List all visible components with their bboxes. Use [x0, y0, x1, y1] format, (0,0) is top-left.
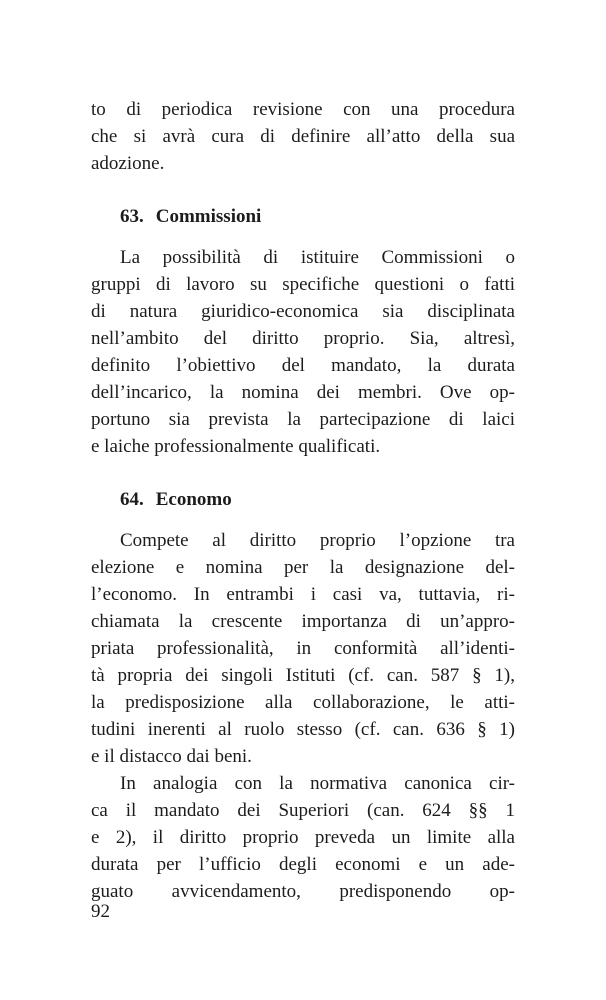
text-line: chiamata la crescente importanza di un’appro-: [91, 611, 515, 632]
section-heading-63: [91, 203, 515, 230]
paragraph-section-64-first: [91, 527, 515, 770]
text-line: che si avrà cura di definire all’atto della sua: [91, 126, 515, 147]
text-line: di natura giuridico-economica sia disciplinata: [91, 301, 515, 322]
text-line: e 2), il diritto proprio preveda un limite alla: [91, 827, 515, 848]
text-line: Compete al diritto proprio l’opzione tra: [120, 530, 515, 551]
text-line: tà propria dei singoli Istituti (cf. can. 587 § 1),: [91, 665, 515, 686]
text-block: [91, 96, 515, 905]
text-line: la predisposizione alla collaborazione, le atti-: [91, 692, 515, 713]
text-line: durata per l’ufficio degli economi e un ade-: [91, 854, 515, 875]
text-line: dell’incarico, la nomina dei membri. Ove op-: [91, 382, 515, 403]
paragraph-section-63: [91, 244, 515, 460]
text-line: nell’ambito del diritto proprio. Sia, altresì,: [91, 328, 515, 349]
text-line: guato avvicendamento, predisponendo op-: [91, 881, 515, 902]
text-line: portuno sia prevista la partecipazione di laici: [91, 409, 515, 430]
text-line: e il distacco dai beni.: [91, 746, 252, 767]
section-heading-64: [91, 486, 515, 513]
text-line: La possibilità di istituire Commissioni o: [120, 247, 515, 268]
paragraph-continuation: [91, 96, 515, 177]
text-line: priata professionalità, in conformità all’identi-: [91, 638, 515, 659]
text-line: gruppi di lavoro su specifiche questioni o fatti: [91, 274, 515, 295]
text-line: adozione.: [91, 153, 165, 174]
text-line: definito l’obiettivo del mandato, la durata: [91, 355, 515, 376]
text-line: to di periodica revisione con una procedura: [91, 99, 515, 120]
paragraph-section-64-second: [91, 770, 515, 905]
page-number: 92: [91, 901, 110, 922]
text-line: ca il mandato dei Superiori (can. 624 §§ 1: [91, 800, 515, 821]
text-line: In analogia con la normativa canonica cir-: [120, 773, 515, 794]
section-number: 63.: [120, 206, 144, 227]
section-title: Economo: [155, 489, 232, 510]
text-line: e laiche professionalmente qualificati.: [91, 436, 381, 457]
text-line: tudini inerenti al ruolo stesso (cf. can. 636 § 1): [91, 719, 515, 740]
text-line: elezione e nomina per la designazione del-: [91, 557, 515, 578]
section-title: Commissioni: [155, 206, 262, 227]
text-line: l’economo. In entrambi i casi va, tuttavia, ri-: [91, 584, 515, 605]
section-number: 64.: [120, 489, 144, 510]
